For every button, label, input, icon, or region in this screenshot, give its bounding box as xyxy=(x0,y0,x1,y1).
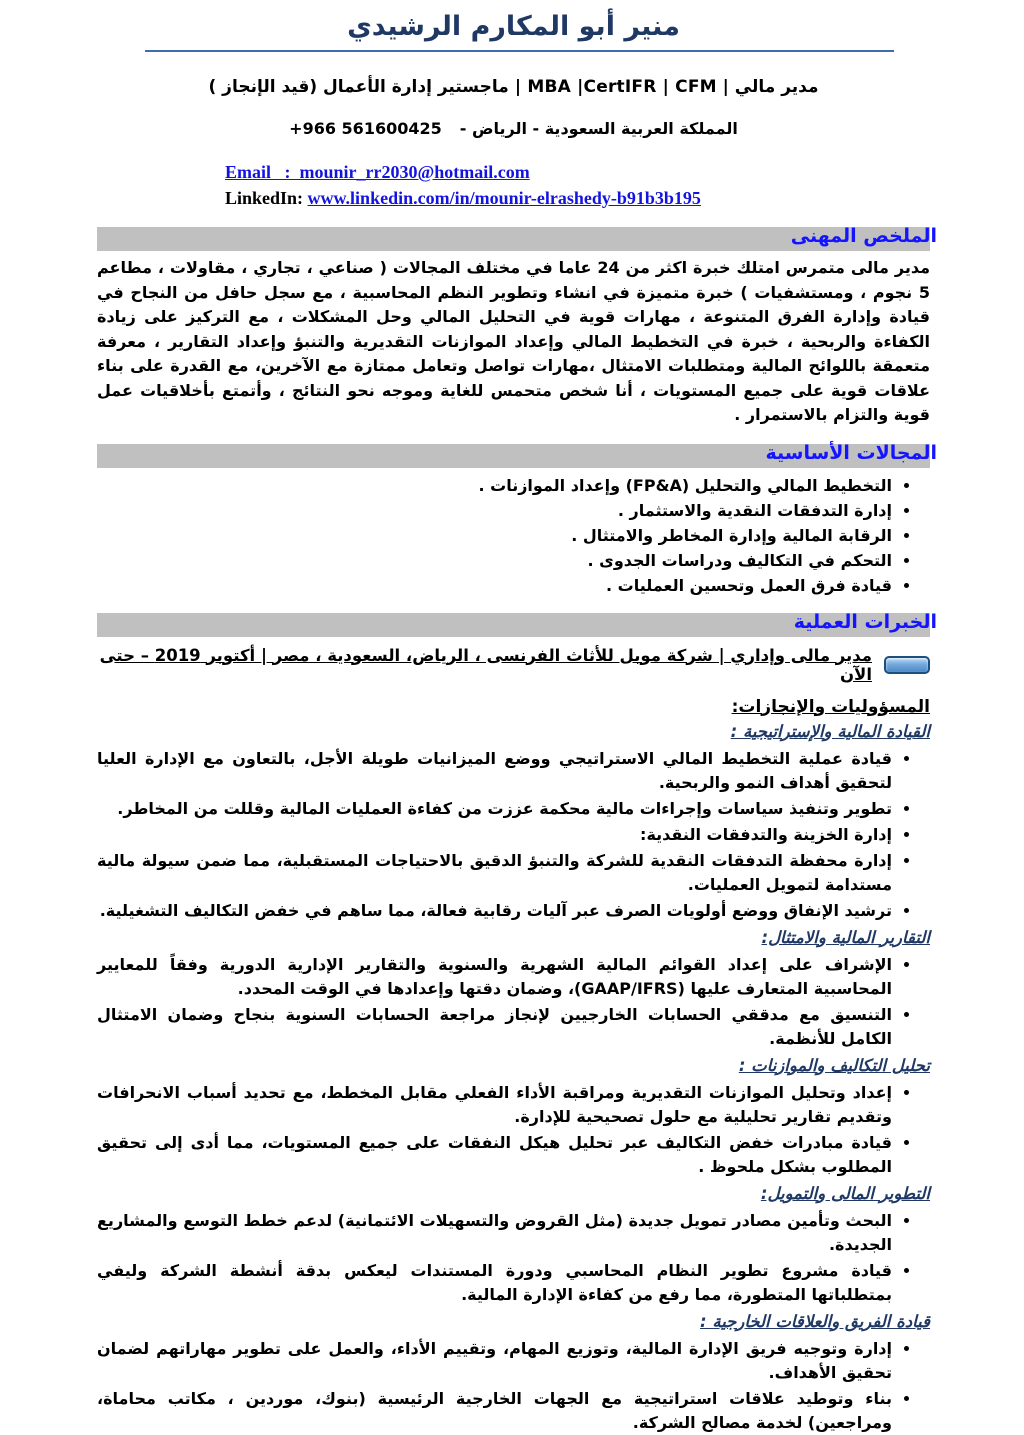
email-row xyxy=(225,159,930,185)
job-marker-icon xyxy=(884,656,930,674)
core-areas-section-title: المجالات الأساسية xyxy=(765,441,937,464)
experience-group xyxy=(97,1056,930,1179)
job-entry xyxy=(97,646,930,684)
experience-groups xyxy=(97,722,930,1435)
title-divider xyxy=(145,50,894,52)
bullet-item: • ترشيد الإنفاق ووضع أولويات الصرف عبر آليات رقابية فعالة، مما ساهم في خفض التكاليف التشغيلية. xyxy=(97,899,892,923)
location-text: المملكة العربية السعودية - الرياض - xyxy=(459,119,738,138)
bullet-item: • الإشراف على إعداد القوائم المالية الشهرية والسنوية والتقارير الإدارية الدورية وفقاً للمعايير المحاسبية المتعارف عليها (GAAP/IFRS)، وضمان دقتها وإعدادها في الوقت المحدد. xyxy=(97,953,892,1001)
group-bullets xyxy=(97,953,930,1051)
email-link[interactable]: mounir_rr2030@hotmail.com xyxy=(299,162,530,182)
group-bullets xyxy=(97,1337,930,1435)
experience-group xyxy=(97,722,930,923)
location-line xyxy=(97,119,930,138)
responsibilities-heading: المسؤوليات والإنجازات: xyxy=(731,696,930,717)
summary-section-title: الملخص المهنى xyxy=(790,225,937,247)
experience-section-title: الخبرات العملية xyxy=(793,610,937,633)
credentials-line: مدير مالي | MBA |CertIFR | CFM | ماجستير إدارة الأعمال (قيد الإنجاز ) xyxy=(208,77,819,97)
group-bullets xyxy=(97,747,930,923)
phone-number: +966 561600425 xyxy=(289,119,442,138)
bullet-item: • إدارة وتوجيه فريق الإدارة المالية، وتوزيع المهام، وتقييم الأداء، والعمل على تطوير مهاراتهم لضمان تحقيق الأهداف. xyxy=(97,1337,892,1385)
summary-paragraph: مدير مالى متمرس امتلك خبرة اكثر من 24 عاما في مختلف المجالات ( صناعي ، تجاري ، مقاولات ، مطاعم 5 نجوم ، ومستشفيات ) خبرة متميزة في انشاء وتطوير النظم المحاسبية ، مع سجل حافل من النجاح في قيادة وإدارة الفرق المتنوعة ، مهارات قوية في التحليل المالي وحل المشكلات ، مع التركيز على زيادة الكفاءة والربحية ، خبرة في التخطيط المالي وإعداد الموازنات التقديرية والتنبؤ وإعداد التقارير ، معرفة متعمقة باللوائح المالية ومتطلبات الامتثال ،مهارات تواصل وتعامل ممتازة مع الآخرين، مع القدرة على بناء علاقات قوية على جميع المستويات ، أنا شخص متحمس للغاية وموجه نحو النتائج ، وأتمتع بأخلاقيات عمل قوية والتزام بالاستمرار . xyxy=(97,258,931,424)
core-area-item: • قيادة فرق العمل وتحسين العمليات . xyxy=(97,574,892,597)
core-area-item: • التحكم في التكاليف ودراسات الجدوى . xyxy=(97,549,892,572)
section-bar-core-areas xyxy=(97,441,937,468)
section-bar-summary xyxy=(97,225,937,251)
linkedin-label: LinkedIn: xyxy=(225,188,308,208)
group-heading: القيادة المالية والإستراتيجية : xyxy=(730,721,930,741)
experience-group xyxy=(97,928,930,1051)
core-areas-list xyxy=(97,474,930,597)
bullet-item: • إعداد وتحليل الموازنات التقديرية ومراقبة الأداء الفعلي مقابل المخطط، مع تحديد أسباب الانحرافات وتقديم تقارير تحليلية مع حلول تصحيحية للإدارة. xyxy=(97,1081,892,1129)
bullet-item: • قيادة مشروع تطوير النظام المحاسبي ودورة المستندات ليعكس بدقة أنشطة الشركة وليفي بمتطلباتها المتطورة، مما رفع من كفاءة الإدارة المالية. xyxy=(97,1259,892,1307)
bullet-item: • التنسيق مع مدققي الحسابات الخارجيين لإنجاز مراجعة الحسابات السنوية بنجاح وضمان الامتثال الكامل للأنظمة. xyxy=(97,1003,892,1051)
email-label: Email : xyxy=(225,162,300,182)
bullet-item: • إدارة الخزينة والتدفقات النقدية: xyxy=(97,823,892,847)
group-heading: التطوير المالى والتمويل: xyxy=(760,1183,930,1203)
bullet-item: • إدارة محفظة التدفقات النقدية للشركة والتنبؤ الدقيق بالاحتياجات المستقبلية، مما ضمن سيولة مالية مستدامة لتمويل العمليات. xyxy=(97,849,892,897)
group-heading: قيادة الفريق والعلاقات الخارجية : xyxy=(700,1311,930,1331)
page-title: منير أبو المكارم الرشيدي xyxy=(347,11,680,42)
bullet-item: • تطوير وتنفيذ سياسات وإجراءات مالية محكمة عززت من كفاءة العمليات المالية وقللت من المخاطر. xyxy=(97,797,892,821)
group-bullets xyxy=(97,1209,930,1307)
group-heading: التقارير المالية والامتثال: xyxy=(761,927,930,947)
contact-block xyxy=(225,159,930,211)
experience-group xyxy=(97,1312,930,1435)
group-bullets xyxy=(97,1081,930,1179)
section-bar-experience xyxy=(97,610,937,637)
linkedin-row xyxy=(225,185,930,211)
core-area-item: • التخطيط المالي والتحليل (FP&A) وإعداد الموازنات . xyxy=(97,474,892,497)
job-title: مدير مالى وإداري | شركة موبل للأثاث الفرنسى ، الرياض، السعودية ، مصر | أكتوبر 2019 – حتى الآن xyxy=(99,645,872,684)
bullet-item: • قيادة عملية التخطيط المالي الاستراتيجي ووضع الميزانيات طويلة الأجل، بالتعاون مع الإدارة العليا لتحقيق أهداف النمو والربحية. xyxy=(97,747,892,795)
linkedin-link[interactable]: www.linkedin.com/in/mounir-elrashedy-b91b3b195 xyxy=(307,188,701,208)
core-area-item: • إدارة التدفقات النقدية والاستثمار . xyxy=(97,499,892,522)
core-area-item: • الرقابة المالية وإدارة المخاطر والامتثال . xyxy=(97,524,892,547)
bullet-item: • قيادة مبادرات خفض التكاليف عبر تحليل هيكل النفقات على جميع المستويات، مما أدى إلى تحقيق المطلوب بشكل ملحوظ . xyxy=(97,1131,892,1179)
group-heading: تحليل التكاليف والموازنات : xyxy=(738,1055,930,1075)
bullet-item: • البحث وتأمين مصادر تمويل جديدة (مثل القروض والتسهيلات الائتمانية) لدعم خطط التوسع والمشاريع الجديدة. xyxy=(97,1209,892,1257)
bullet-item: • بناء وتوطيد علاقات استراتيجية مع الجهات الخارجية الرئيسية (بنوك، موردين ، مكاتب محاماة، ومراجعين) لخدمة مصالح الشركة. xyxy=(97,1387,892,1435)
experience-group xyxy=(97,1184,930,1307)
